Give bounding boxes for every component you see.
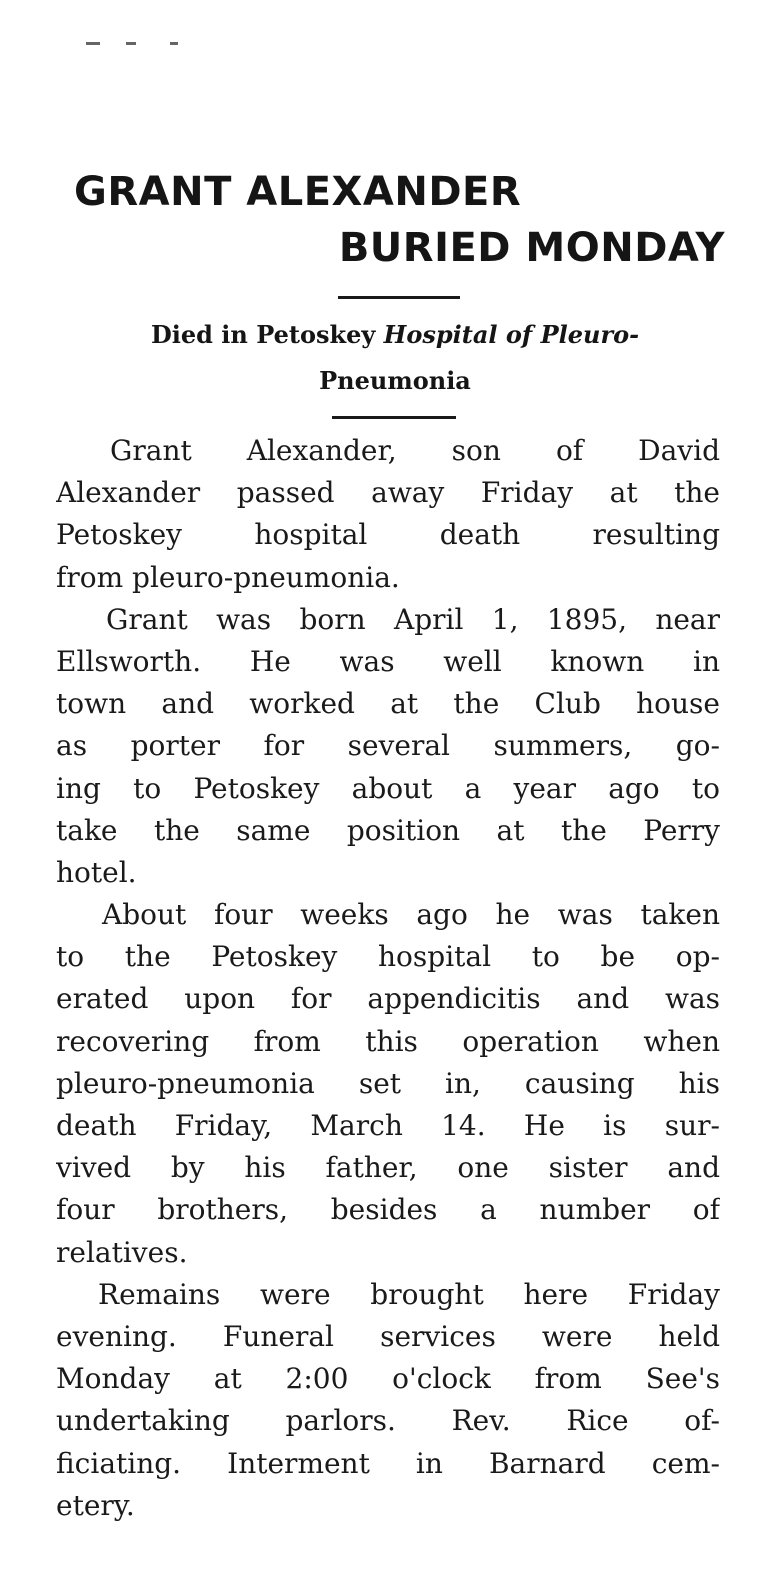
article-line: Petoskey hospital death resulting xyxy=(56,518,720,552)
article-body xyxy=(56,430,720,1527)
subheadline-line-1 xyxy=(60,312,730,358)
headline-line-1: GRANT ALEXANDER xyxy=(74,169,522,215)
article-line: ficiating. Interment in Barnard cem- xyxy=(56,1446,720,1480)
article-line: recovering from this operation when xyxy=(56,1024,720,1058)
article-line: etery. xyxy=(56,1488,135,1522)
scan-mark xyxy=(170,42,178,45)
article-paragraph xyxy=(56,599,720,894)
headline-line-2: BURIED MONDAY xyxy=(338,225,725,271)
scan-mark xyxy=(126,42,136,45)
article-paragraph xyxy=(56,894,720,1274)
article-line: vived by his father, one sister and xyxy=(56,1151,720,1185)
article-line: ing to Petoskey about a year ago to xyxy=(56,771,720,805)
article-line: Grant was born April 1, 1895, near xyxy=(106,602,720,636)
article-line: as porter for several summers, go- xyxy=(56,729,720,763)
article-line: take the same position at the Perry xyxy=(56,813,720,847)
subheadline-line-2: Pneumonia xyxy=(319,366,471,395)
article-line: pleuro-pneumonia set in, causing his xyxy=(56,1066,720,1100)
article-line: Monday at 2:00 o'clock from See's xyxy=(56,1362,720,1396)
article-line: undertaking parlors. Rev. Rice of- xyxy=(56,1404,720,1438)
article-line: from pleuro-pneumonia. xyxy=(56,560,400,594)
article-line: to the Petoskey hospital to be op- xyxy=(56,940,720,974)
article-line: four brothers, besides a number of xyxy=(56,1193,720,1227)
divider-rule-top xyxy=(338,296,460,299)
article-line: death Friday, March 14. He is sur- xyxy=(56,1109,720,1142)
article-paragraph xyxy=(56,430,720,599)
article-line: Ellsworth. He was well known in xyxy=(56,644,720,678)
subheadline-text: Died in Petoskey xyxy=(150,320,384,349)
article-line: relatives. xyxy=(56,1235,188,1269)
subheadline-italic-text: Hospital of Pleuro- xyxy=(383,320,640,349)
article-line: town and worked at the Club house xyxy=(56,687,720,721)
scan-mark xyxy=(86,42,100,45)
article-line: Alexander passed away Friday at the xyxy=(56,476,720,510)
article-line: evening. Funeral services were held xyxy=(56,1319,720,1353)
subheadline xyxy=(60,312,730,404)
article-line: Remains were brought here Friday xyxy=(98,1277,720,1311)
article-line: hotel. xyxy=(56,855,137,889)
article-paragraph xyxy=(56,1274,720,1527)
article-line: erated upon for appendicitis and was xyxy=(56,982,720,1016)
divider-rule-bottom xyxy=(332,416,456,419)
article-line: About four weeks ago he was taken xyxy=(102,898,720,932)
article-line: Grant Alexander, son of David xyxy=(110,434,720,467)
